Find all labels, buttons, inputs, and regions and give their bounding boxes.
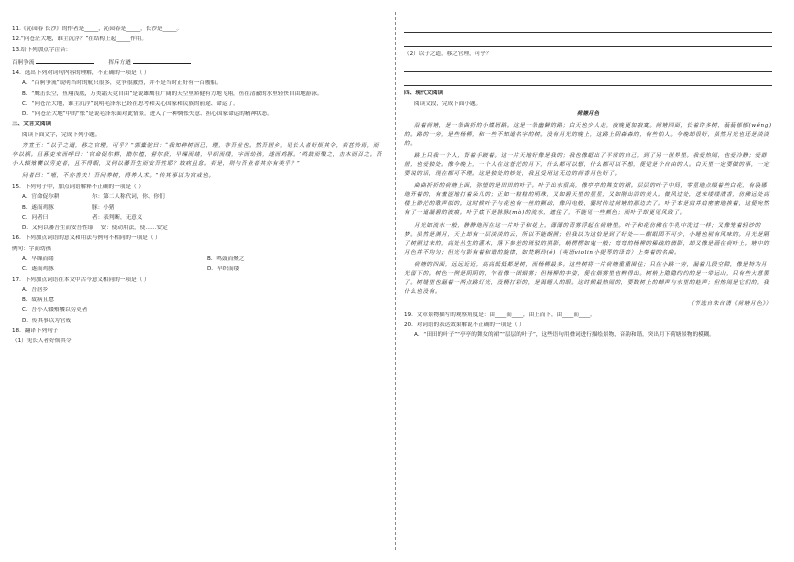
q15-option-d-label: D．又何以蕃吾生而安吾性耶: [22, 225, 94, 232]
question-16-title: 16．下列加点词语的意义和用法与例句不相同的一项是（ ）: [12, 235, 161, 242]
q16-option-d: D．早织而缕: [207, 266, 240, 273]
q15-option-b: [22, 205, 384, 212]
question-15-title: 15．下列句子中，加点词语解释不正确的一项是（ ）: [12, 184, 144, 191]
right-column: [404, 22, 772, 343]
q15-option-a-gloss: 尔：第二人称代词，你、你们: [92, 194, 165, 201]
question-13-title: 13.给下列加点字注音：: [12, 46, 72, 53]
q15-option-b-label: B．遂而鸡豚: [22, 204, 54, 211]
q17-option-b: B．故病且怠: [22, 297, 54, 304]
essay-paragraph-3: 曲曲折折的荷塘上面，弥望的是田田的叶子。叶子出水很高，像亭亭的舞女的裙。层层的叶子中间，零星地点缀着些白花，有袅娜地开着的，有羞涩地打着朵儿的；正如一粒粒的明珠，又如碧天里的星星，又如刚出浴的美人。微风过处，送来缕缕清香，仿佛远处高楼上渺茫的歌声似的。这时候叶子与花也有一丝的颤动，像闪电般，霎时传过荷塘的那边去了。叶子本是肩并肩密密地挨着，这便宛然有了一道凝碧的波痕。叶子底下是脉脉(mò)的流水，遮住了，不能见一些颜色；而叶子却更见风致了。: [404, 183, 770, 217]
q15-option-c-label: C．问者曰: [22, 214, 49, 221]
essay-paragraph-2: 路上只我一个人，背着手踱着。这一片天地好像是我的；我也像超出了平常的自己，到了另一世界里。我爱热闹，也爱冷静；爱群居，也爱独处。像今晚上，一个人在这苍茫的月下，什么都可以想，什么都可以不想，便觉是个自由的人。白天里一定要做的事，一定要说的话，现在都可不理。这是独处的妙处，我且受用这无边的荷香月色好了。: [404, 153, 770, 178]
question-18-title: 18．翻译下列句子: [12, 327, 59, 334]
answer-line-1: [404, 22, 772, 33]
q15-option-a: [22, 194, 384, 201]
q15-option-c-gloss: 者：表判断，无意义: [92, 214, 143, 221]
q15-option-a-label: A．官命促尔耕: [22, 194, 60, 201]
question-17-title: 17．下列加点词语在本文中古今意义相同的一项是（ ）: [12, 276, 150, 283]
q15-option-d-gloss: 安：使动用法，使……安定: [100, 225, 168, 232]
question-13-items: [12, 57, 384, 67]
essay-paragraph-4: 月光如流水一般，静静地泻在这一片叶子和花上。薄薄的青雾浮起在荷塘里。叶子和花仿佛在牛乳中洗过一样；又像笼着轻纱的梦。虽然是满月，天上却有一层淡淡的云，所以不能朗照；但我以为这恰是到了好处——酣眠固不可少，小睡也别有风味的。月光是隔了树照过来的，高处丛生的灌木，落下参差的斑驳的黑影，峭楞楞如鬼一般；弯弯的杨柳的稀疏的倩影，却又像是画在荷叶上。塘中的月色并不均匀；但光与影有着和谐的旋律，如梵婀玲(é)（英语violin小提琴的译音）上奏着的名曲。: [404, 222, 770, 256]
column-divider: [395, 12, 396, 550]
q16-example: 例句：字而幼孩: [12, 245, 52, 252]
q17-option-c: C．吾小人辍飧饔以劳吏者: [22, 307, 88, 314]
classical-passage: 齐宣王：“以子之道，移之官理，可乎？”郭橐驼曰：“我知种树而已，理，非吾业也。然吾居乡，见长人者好烦其令，若甚怜焉，而卒以祸。旦暮吏来而呼曰：‘官命促尔耕，勖尔植，督尔获，早缫而绪，早织而缕，字而幼孩，遂而鸡豚。’鸣鼓而聚之，击木而召之。吾小人辍飧饔以劳吏者，且不得暇，又何以蕃吾生而安吾性耶？故病且怠。若是，则与吾业者其亦有类乎？”: [12, 142, 383, 168]
q15-option-d: [22, 225, 384, 232]
answer-line-2: [404, 36, 772, 47]
q13-item-2: 挥斥方遒: [108, 59, 131, 66]
q13-item-1: 百舸争流: [12, 59, 35, 66]
essay-source: （节选自朱自清《荷塘月色》）: [688, 300, 772, 307]
answer-line-4: [404, 75, 772, 86]
left-column: [12, 26, 384, 348]
q14-option-a: A．“百舸争流”说明当时的航只很多，竞争很激烈，并不是当时正好有一百艘船。: [22, 80, 222, 87]
q15-option-b-gloss: 豚：小猪: [92, 204, 115, 211]
q13-blank-2: [133, 57, 191, 64]
q17-option-a: A．吾居乡: [22, 286, 49, 293]
q13-blank-1: [36, 57, 94, 64]
q14-option-c: C．“问苍茫大地，谁主沉浮”说明毛泽东已经在思考和关心国家和民族的前途、命运了。: [22, 100, 239, 107]
q17-option-d: D．传其事以为官戒: [22, 317, 72, 324]
q16-options: [12, 256, 384, 277]
q14-option-d: D．“问苍茫大地”中的“怅”是说毛泽东面对此情景，进入了一种惆怅失意、担心国家命运的精神状态。: [22, 111, 273, 118]
section-3-instruction: 阅读下面文字，完成下列小题。: [22, 131, 101, 138]
question-12: 12.“问苍茫大地，谁主沉浮？”在结构上起_____作用。: [12, 36, 147, 43]
question-14-title: 14．选出下列对词句内容的理解，不正确的一项是（ ）: [12, 70, 150, 77]
section-4-title: 四、现代文阅读: [404, 90, 444, 97]
q18-item-1: （1）见长人者好烦其令: [12, 338, 72, 345]
essay-title: 荷塘月色: [576, 110, 600, 117]
q20-option-a: A．“田田的叶子”“亭亭的舞女的裙”“层层的叶子”，这些语句用叠词进行描绘景物，音韵和谐，突出月下荷塘景物的模糊。: [414, 332, 715, 339]
question-19: 19．文章景物描写的观察角度是：由____而____，由上而下，由____而____。: [404, 311, 596, 318]
q16-option-b: B．鸣鼓而聚之: [207, 255, 245, 262]
question-11: 11.《沁园春 长沙》的作者是_____，沁园春是_____，长沙是_____。: [12, 26, 183, 32]
q15-options: [12, 194, 384, 232]
section-3-title: 三、文言文阅读: [12, 121, 52, 128]
q18-item-2: （2）以子之道，移之官理，可乎？: [404, 51, 492, 57]
essay-paragraph-5: 荷塘的四面，远远近近，高高低低都是树，而杨柳最多。这些树将一片荷塘重重围住；只在小路一旁，漏着几段空隙，像是特为月光留下的。树色一例是阴阴的，乍看像一团烟雾；但杨柳的丰姿，便在烟雾里也辨得出。树梢上隐隐约约的是一带远山，只有些大意罢了。树缝里也漏着一两点路灯光，没精打彩的，是渴睡人的眼。这时候最热闹的，要数树上的蝉声与水里的蛙声；但热闹是它们的，我什么也没有。: [404, 261, 770, 295]
section-4-instruction: 阅读文段，完成下面小题。: [414, 100, 482, 107]
answer-line-3: [404, 61, 772, 72]
classical-passage-end: 问者曰：“嘻，不亦善夫！吾问养树，得养人术。”传其事以为官戒也。: [22, 173, 215, 180]
q15-option-c: [22, 215, 384, 222]
essay-paragraph-1: 沿着荷塘，是一条曲折的小煤屑路。这是一条幽僻的路；白天也少人走，夜晚更加寂寞。荷塘四面，长着许多树，蓊蓊郁郁(wěng)的。路的一旁，是些杨柳，和一些不知道名字的树。没有月光的晚上，这路上阴森森的，有些怕人。今晚却很好，虽然月光也还是淡淡的。: [404, 123, 772, 148]
question-20-title: 20．对词语的表达效果解说不正确的一项是（ ）: [404, 322, 525, 329]
q16-option-a: A．早缫而绪: [22, 255, 54, 262]
q14-option-b: B．“鹰击长空，鱼翔浅底，万类霜天竞自由”是说雄鹰在广阔的天空里矫健有力地飞翔，鱼在清澈的水里轻快自由地游泳。: [22, 90, 323, 97]
q16-option-c: C．遂而鸡豚: [22, 266, 54, 273]
